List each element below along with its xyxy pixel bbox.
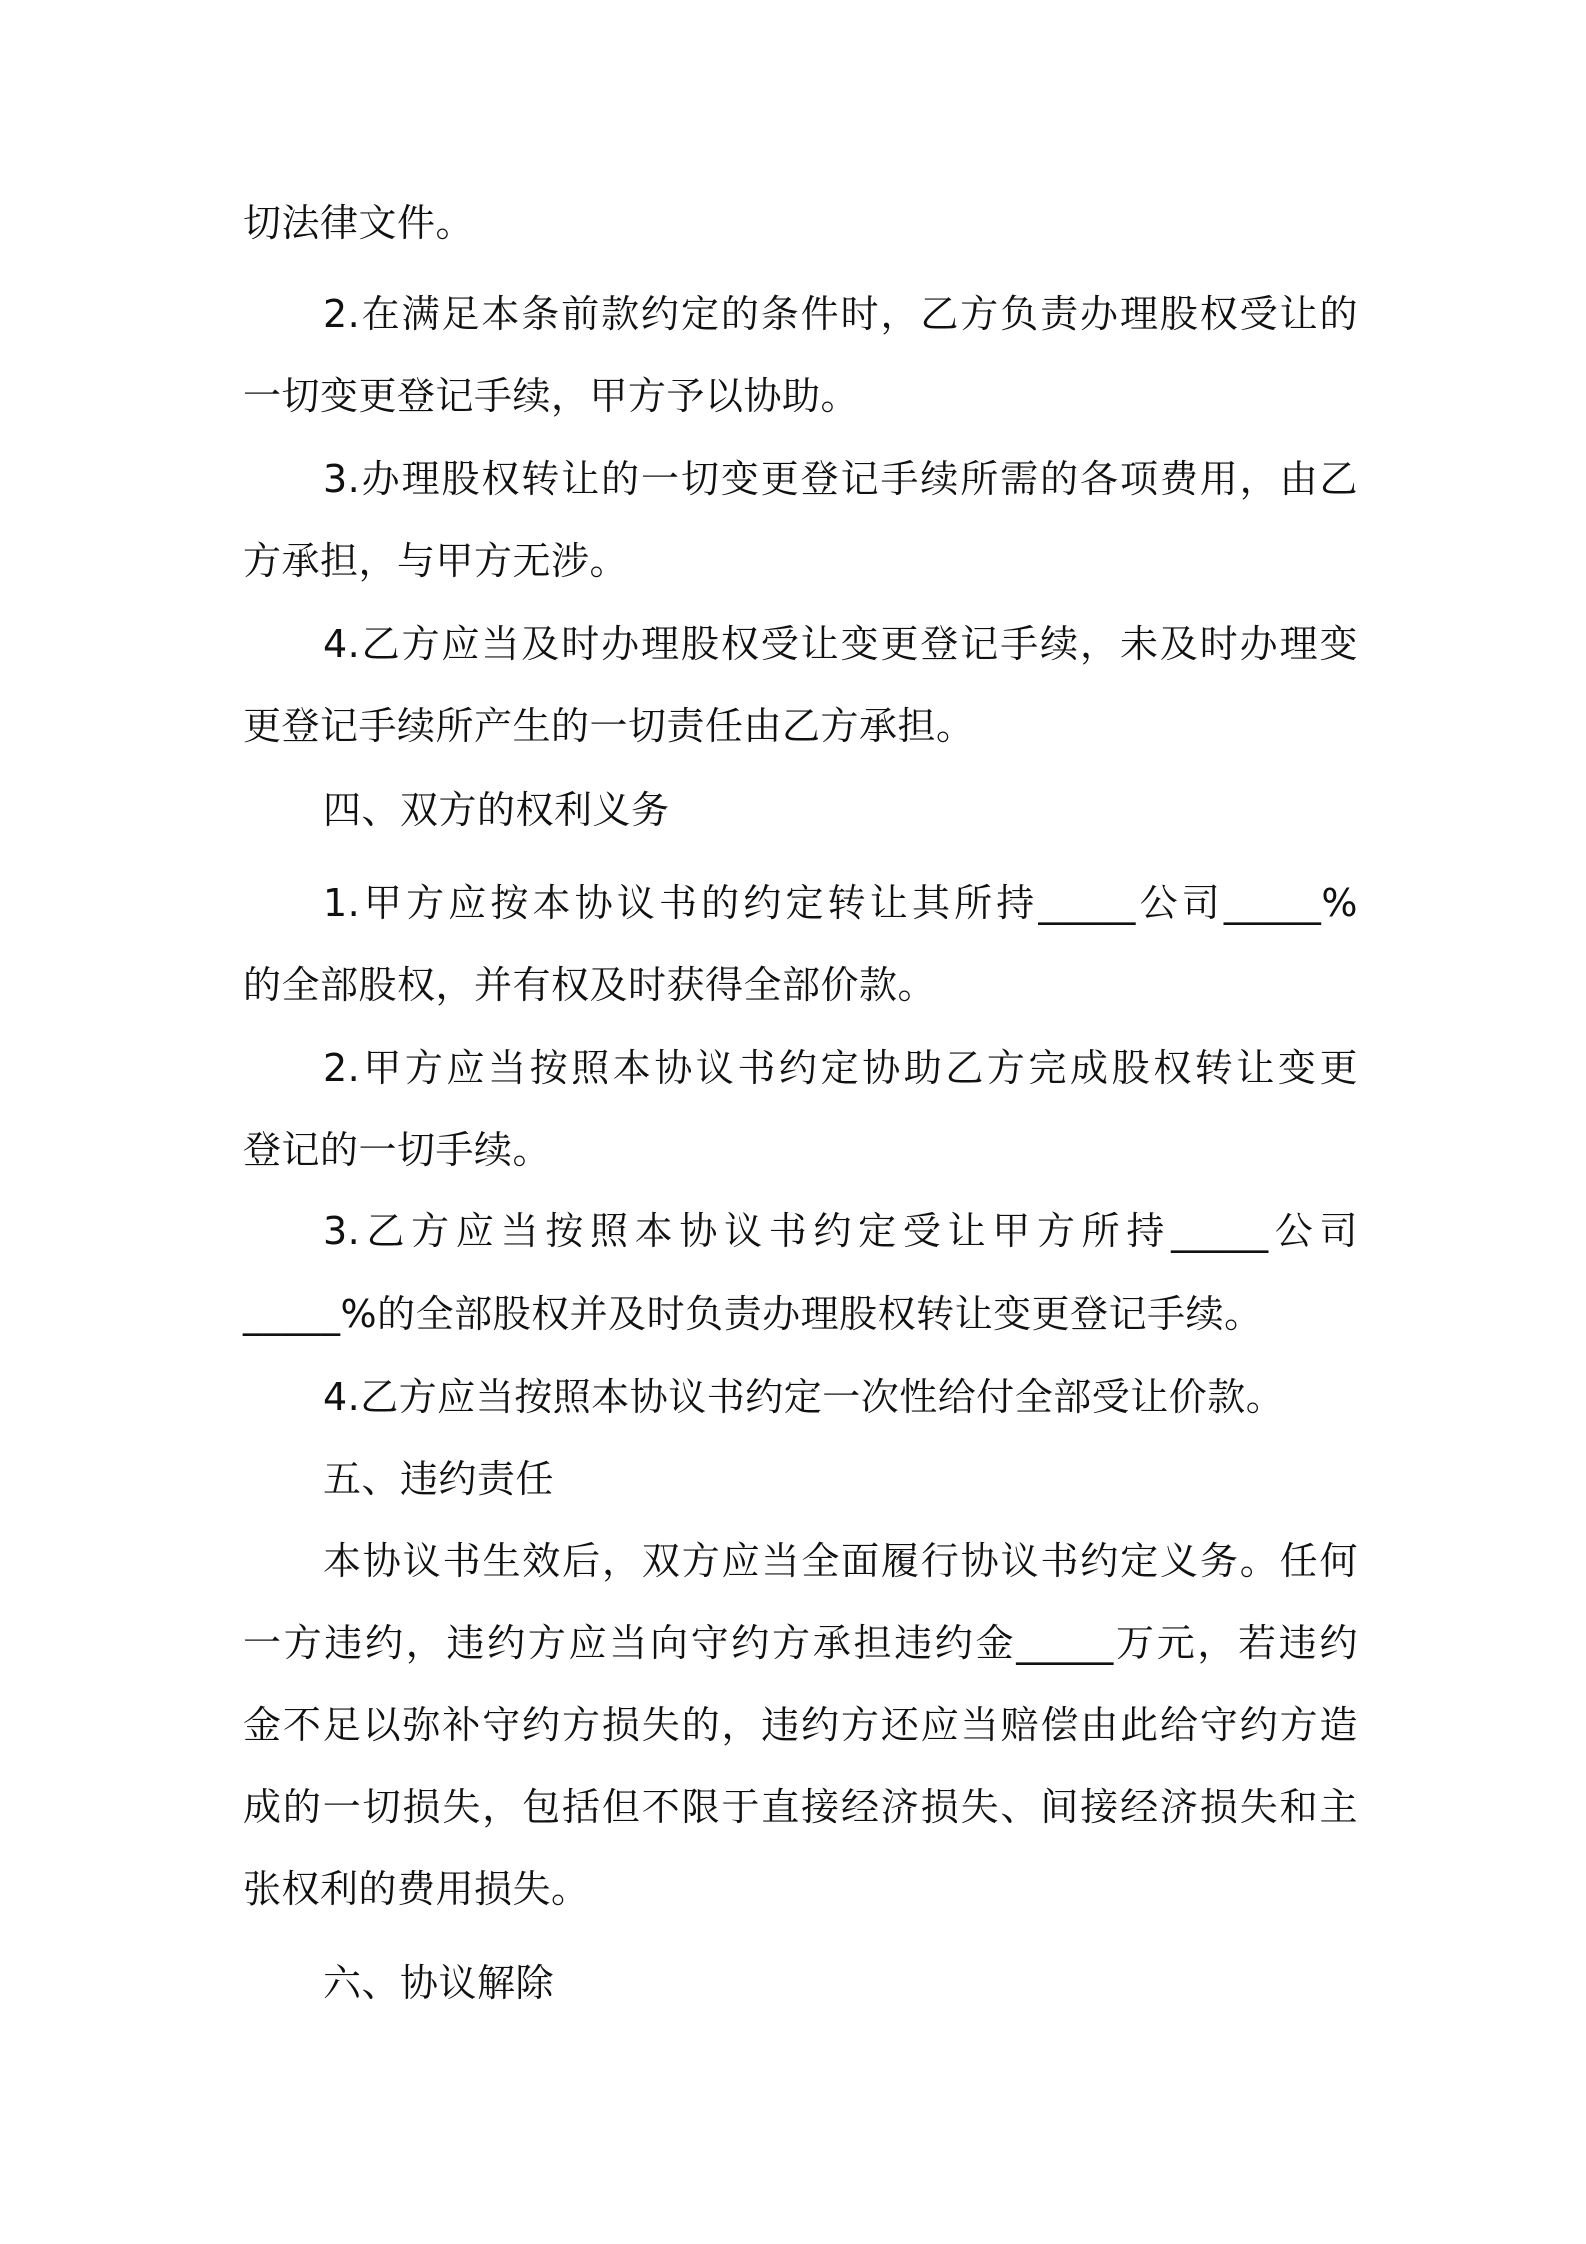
paragraph-line: 4.乙方应当及时办理股权受让变更登记手续，未及时办理变 (323, 622, 1358, 666)
paragraph-line: 方承担，与甲方无涉。 (243, 539, 629, 583)
paragraph-line: 4.乙方应当按照本协议书约定一次性给付全部受让价款。 (323, 1375, 1285, 1419)
paragraph-line: 2.甲方应当按照本协议书约定协助乙方完成股权转让变更 (323, 1046, 1358, 1090)
paragraph-line: 金不足以弥补守约方损失的，违约方还应当赔偿由此给守约方造 (243, 1703, 1358, 1747)
paragraph-line: 1.甲方应按本协议书的约定转让其所持_____公司_____% (323, 881, 1358, 925)
section-heading: 四、双方的权利义务 (323, 788, 670, 832)
section-heading: 六、协议解除 (323, 1961, 555, 2005)
paragraph-line: 的全部股权，并有权及时获得全部价款。 (243, 963, 937, 1007)
paragraph-line: 一切变更登记手续，甲方予以协助。 (243, 374, 860, 418)
paragraph-line: 3.办理股权转让的一切变更登记手续所需的各项费用，由乙 (323, 457, 1358, 501)
paragraph-line: 2.在满足本条前款约定的条件时，乙方负责办理股权受让的 (323, 292, 1358, 336)
paragraph-line: 成的一切损失，包括但不限于直接经济损失、间接经济损失和主 (243, 1785, 1358, 1829)
paragraph-line: _____%的全部股权并及时负责办理股权转让变更登记手续。 (243, 1292, 1263, 1336)
paragraph-line: 张权利的费用损失。 (243, 1867, 590, 1911)
paragraph-line: 一方违约，违约方应当向守约方承担违约金_____万元，若违约 (243, 1621, 1358, 1665)
paragraph-line: 登记的一切手续。 (243, 1128, 552, 1172)
paragraph-line: 3.乙方应当按照本协议书约定受让甲方所持_____公司 (323, 1209, 1358, 1253)
section-heading: 五、违约责任 (323, 1457, 555, 1501)
paragraph-line: 切法律文件。 (243, 201, 475, 245)
paragraph-line: 更登记手续所产生的一切责任由乙方承担。 (243, 704, 975, 748)
paragraph-line: 本协议书生效后，双方应当全面履行协议书约定义务。任何 (323, 1539, 1358, 1583)
